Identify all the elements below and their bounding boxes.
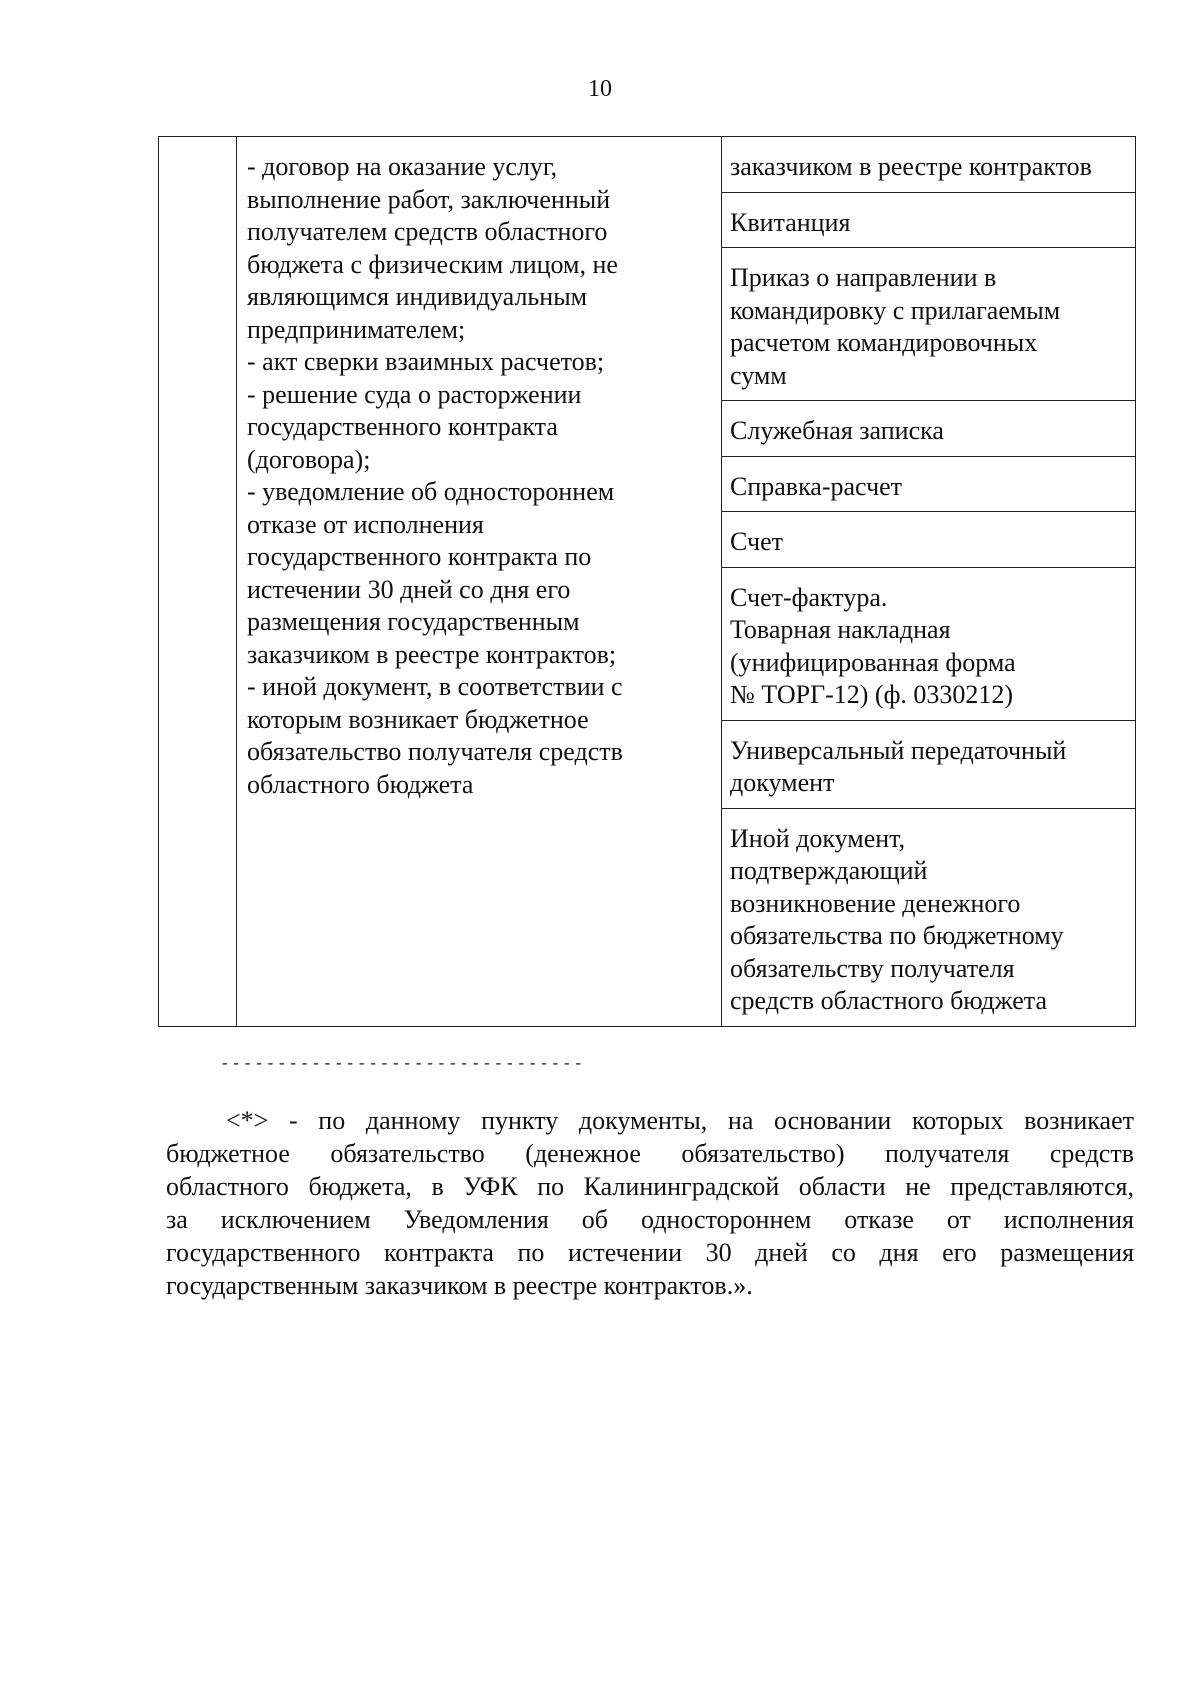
- basis-document-line: обязательство получателя средств: [247, 737, 623, 766]
- row-number-cell: [159, 137, 237, 1027]
- document-type-line: Счет: [730, 527, 783, 556]
- document-type-line: заказчиком в реестре контрактов: [730, 152, 1092, 181]
- document-type-cell: [722, 248, 1136, 401]
- document-type-line: обязательству получателя: [730, 953, 1015, 983]
- basis-document-line: предпринимателем;: [247, 314, 466, 344]
- documents-table: [158, 136, 1136, 1027]
- document-type-line: Служебная записка: [730, 416, 944, 445]
- document-type-cell: [722, 720, 1136, 808]
- table-row: [159, 137, 1136, 193]
- basis-document-line: которым возникает бюджетное: [247, 704, 589, 734]
- basis-document-line: - решение суда о расторжении: [247, 379, 582, 409]
- basis-document-line: размещения государственным: [247, 607, 580, 636]
- footnote-line: бюджетное обязательство (денежное обязательство) получателя средств: [166, 1139, 1134, 1168]
- page-number: 10: [588, 76, 612, 102]
- footnote-line: за исключением Уведомления об одностороннем отказе от исполнения: [166, 1205, 1134, 1234]
- document-type-line: документ: [730, 768, 835, 797]
- basis-document-line: отказе от исполнения: [247, 509, 484, 539]
- basis-documents-cell: [237, 137, 722, 1027]
- footnote-line: областного бюджета, в УФК по Калининградской области не представляются,: [166, 1172, 1134, 1201]
- document-type-line: Иной документ,: [730, 823, 906, 853]
- document-type-line: № ТОРГ-12) (ф. 0330212): [730, 680, 1014, 709]
- document-type-cell: [722, 401, 1136, 457]
- basis-document-line: государственного контракта: [247, 412, 558, 441]
- document-type-line: возникновение денежного: [730, 888, 1021, 918]
- document-type-cell: [722, 192, 1136, 248]
- footnote: [166, 1104, 1134, 1302]
- document-type-line: Товарная накладная: [730, 615, 951, 644]
- document-type-cell: [722, 567, 1136, 720]
- document-type-line: средств областного бюджета: [730, 986, 1048, 1015]
- footnote-line: государственным заказчиком в реестре контрактов.».: [166, 1271, 753, 1300]
- basis-document-line: выполнение работ, заключенный: [247, 184, 611, 214]
- document-type-line: командировку с прилагаемым: [730, 295, 1061, 325]
- document-type-line: Универсальный передаточный: [730, 735, 1067, 765]
- basis-document-line: - уведомление об одностороннем: [247, 477, 615, 506]
- document-type-line: Справка-расчет: [730, 471, 903, 501]
- document-type-cell: [722, 456, 1136, 512]
- document-type-line: (унифицированная форма: [730, 647, 1016, 677]
- footnote-line: <*> - по данному пункту документы, на основании которых возникает: [226, 1106, 1134, 1135]
- document-type-line: Счет-фактура.: [730, 582, 888, 612]
- document-type-line: подтверждающий: [730, 856, 928, 885]
- basis-document-line: - договор на оказание услуг,: [247, 152, 558, 181]
- document-type-cell: [722, 808, 1136, 1026]
- footnote-line: государственного контракта по истечении 30 дней со дня его размещения: [166, 1238, 1134, 1267]
- basis-document-line: - акт сверки взаимных расчетов;: [247, 347, 605, 376]
- document-type-line: обязательства по бюджетному: [730, 921, 1064, 950]
- basis-document-line: бюджета с физическим лицом, не: [247, 249, 618, 279]
- basis-document-line: истечении 30 дней со дня его: [247, 574, 571, 604]
- basis-document-line: (договора);: [247, 444, 371, 474]
- document-type-cell: [722, 137, 1136, 193]
- basis-document-line: государственного контракта по: [247, 542, 592, 571]
- document-type-cell: [722, 512, 1136, 568]
- basis-document-line: заказчиком в реестре контрактов;: [247, 639, 617, 669]
- footnote-separator: --------------------------------: [220, 1055, 585, 1073]
- basis-document-line: получателем средств областного: [247, 217, 608, 246]
- document-type-line: расчетом командировочных: [730, 328, 1038, 357]
- document-type-line: Приказ о направлении в: [730, 263, 997, 292]
- document-type-line: сумм: [730, 360, 787, 390]
- document-type-line: Квитанция: [730, 207, 851, 237]
- basis-document-line: - иной документ, в соответствии с: [247, 672, 623, 701]
- basis-document-line: являющимся индивидуальным: [247, 282, 588, 311]
- basis-document-line: областного бюджета: [247, 769, 474, 799]
